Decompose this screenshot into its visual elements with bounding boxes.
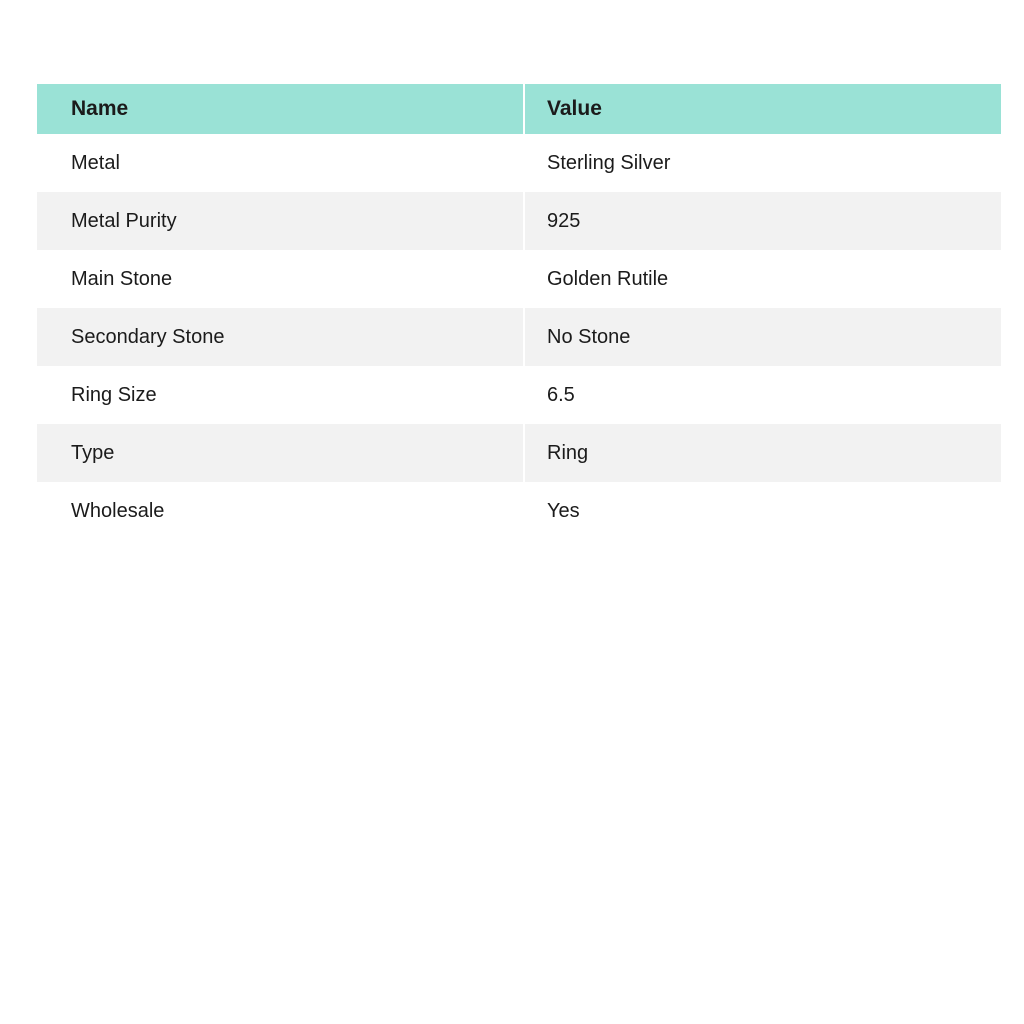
- row-value: 6.5: [525, 366, 1001, 424]
- row-name: Secondary Stone: [37, 308, 523, 366]
- table-header-row: [37, 84, 1001, 134]
- row-value: Yes: [525, 482, 1001, 540]
- row-value: 925: [525, 192, 1001, 250]
- row-value: Ring: [525, 424, 1001, 482]
- product-spec-table: [37, 84, 1001, 540]
- table-row: [37, 308, 1001, 366]
- header-cell-name: Name: [37, 84, 523, 134]
- row-name: Ring Size: [37, 366, 523, 424]
- row-name: Metal Purity: [37, 192, 523, 250]
- table-row: [37, 366, 1001, 424]
- table-row: [37, 192, 1001, 250]
- row-value: No Stone: [525, 308, 1001, 366]
- header-cell-value: Value: [525, 84, 1001, 134]
- row-name: Wholesale: [37, 482, 523, 540]
- row-name: Metal: [37, 134, 523, 192]
- row-name: Type: [37, 424, 523, 482]
- table-row: [37, 250, 1001, 308]
- table-row: [37, 424, 1001, 482]
- row-name: Main Stone: [37, 250, 523, 308]
- table-row: [37, 134, 1001, 192]
- row-value: Golden Rutile: [525, 250, 1001, 308]
- table-row: [37, 482, 1001, 540]
- row-value: Sterling Silver: [525, 134, 1001, 192]
